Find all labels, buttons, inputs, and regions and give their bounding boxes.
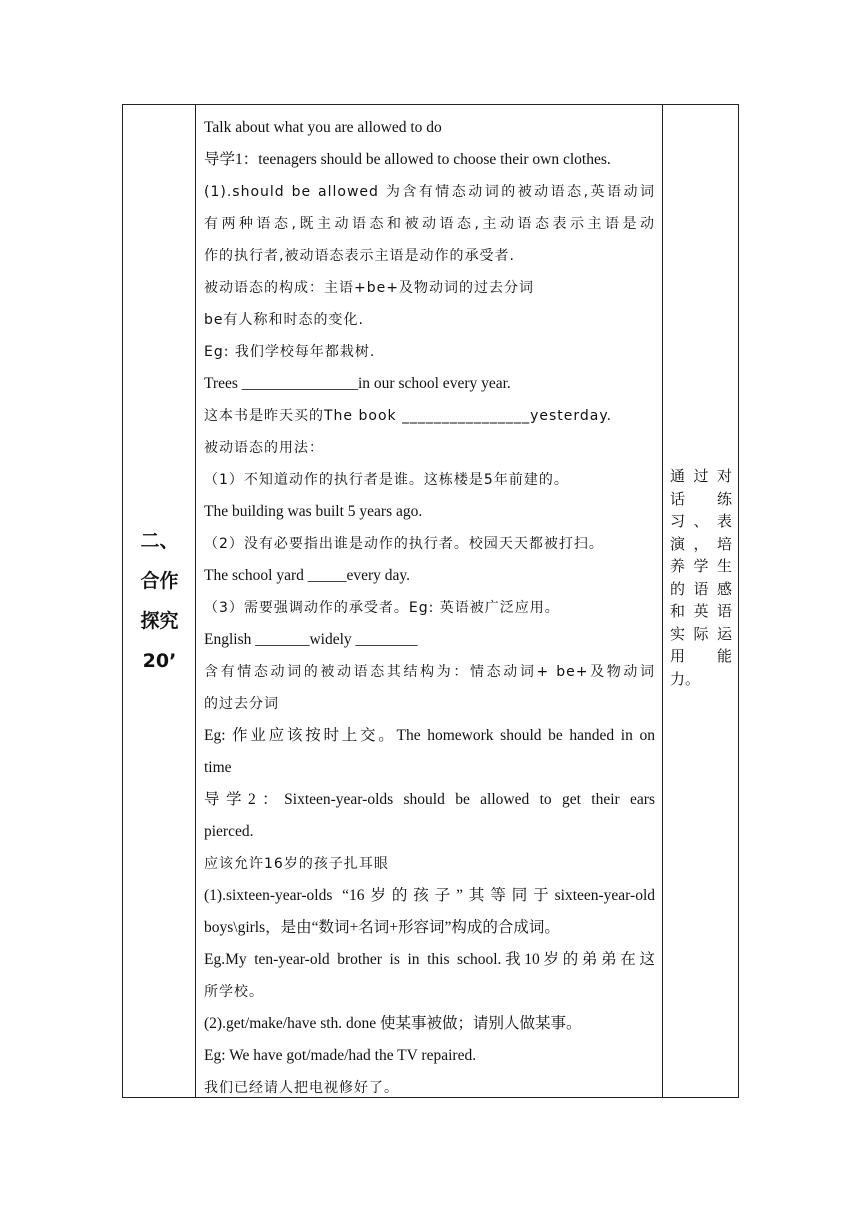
- section-label-1: 二、: [140, 530, 179, 552]
- content-line: 被动语态的用法：: [204, 440, 324, 456]
- section-time: 20’: [142, 650, 177, 672]
- content-line: （2）没有必要指出谁是动作的执行者。校园天天都被打扫。: [204, 536, 604, 552]
- content-line: 含有情态动词的被动语态其结构为：情态动词+ be+及物动词: [204, 664, 655, 680]
- content-line: （3）需要强调动作的承受者。Eg: 英语被广泛应用。: [204, 600, 560, 616]
- content-line: 这本书是昨天买的The book ________________yesterday.: [204, 408, 613, 424]
- content-line: (1).sixteen-year-olds “16岁的孩子”其等同于sixteen-year-old: [204, 887, 655, 904]
- notes-line: 实际运: [670, 624, 732, 643]
- notes-line: 习、表: [670, 512, 732, 530]
- notes-cell: [670, 465, 732, 690]
- content-line: Eg.My ten-year-old brother is in this school.我10岁的弟弟在这: [204, 951, 655, 968]
- notes-line: 演，培: [670, 534, 732, 553]
- content-line: Eg: 我们学校每年都栽树.: [204, 344, 376, 360]
- content-line: 作的执行者,被动语态表示主语是动作的承受者.: [204, 248, 515, 264]
- content-line: 的过去分词: [204, 696, 279, 712]
- content-line: 导学1：teenagers should be allowed to choose their own clothes.: [204, 151, 611, 168]
- notes-line: 的语感: [670, 579, 732, 598]
- notes-line: 力。: [670, 669, 701, 688]
- content-line: (2).get/make/have sth. done 使某事被做；请别人做某事。: [204, 1015, 582, 1032]
- content-line: Trees _______________in our school every year.: [204, 375, 511, 392]
- section-cell: [123, 104, 196, 1098]
- content-line: The school yard _____every day.: [204, 567, 411, 584]
- content-line: (1).should be allowed 为含有情态动词的被动语态,英语动词: [204, 184, 655, 200]
- content-line: English _______widely ________: [204, 631, 418, 648]
- section-label-3: 探究: [140, 610, 179, 632]
- content-line: 应该允许16岁的孩子扎耳眼: [204, 856, 389, 872]
- content-line: time: [204, 759, 232, 776]
- notes-line: 养学生: [670, 557, 732, 575]
- notes-line: 用能: [670, 647, 732, 665]
- content-line: Eg: 作业应该按时上交。The homework should be handed in on: [204, 727, 655, 744]
- content-line: The building was built 5 years ago.: [204, 503, 423, 520]
- content-line: （1）不知道动作的执行者是谁。这栋楼是5年前建的。: [204, 472, 569, 488]
- content-line: 导学2：Sixteen-year-olds should be allowed to get their ears: [204, 791, 655, 808]
- notes-line: 和英语: [670, 602, 732, 620]
- content-line: be有人称和时态的变化.: [204, 312, 364, 328]
- table-divider-right: [662, 104, 663, 1098]
- content-line: boys\girls，是由“数词+名词+形容词”构成的合成词。: [204, 919, 560, 936]
- content-line: Eg: We have got/made/had the TV repaired.: [204, 1047, 477, 1064]
- content-line: 我们已经请人把电视修好了。: [204, 1080, 399, 1096]
- content-line: 有两种语态,既主动语态和被动语态,主动语态表示主语是动: [204, 216, 655, 232]
- content-line: 被动语态的构成：主语+be+及物动词的过去分词: [204, 280, 534, 296]
- content-line: 所学校。: [204, 984, 264, 1000]
- notes-line: 通过对: [670, 467, 732, 485]
- content-cell: [204, 112, 655, 1104]
- content-line: Talk about what you are allowed to do: [204, 119, 442, 136]
- section-label-2: 合作: [140, 570, 179, 592]
- content-line: pierced.: [204, 823, 254, 840]
- notes-line: 话练: [670, 489, 732, 508]
